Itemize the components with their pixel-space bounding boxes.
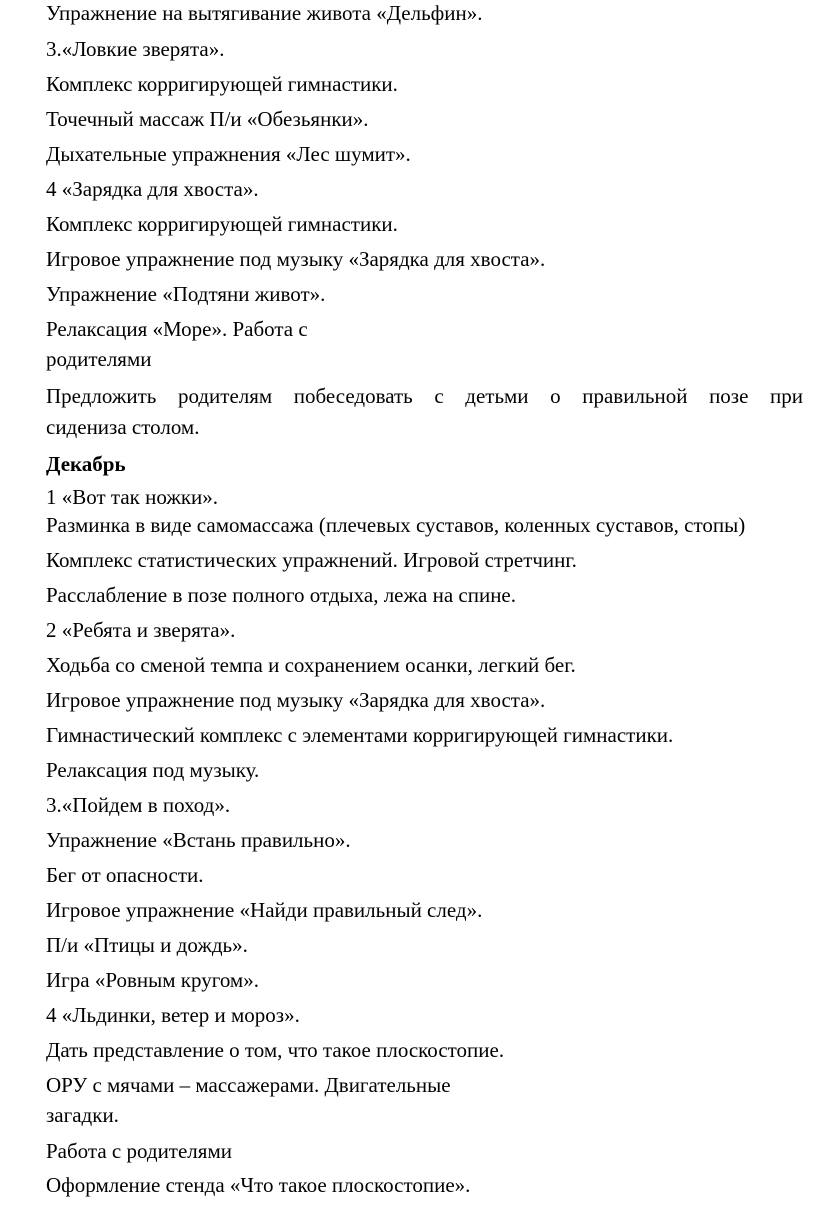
text-line: Бег от опасности. (46, 863, 204, 887)
text-line: Работа с родителями (46, 1139, 232, 1163)
text-line: П/и «Птицы и дождь». (46, 933, 248, 957)
section-heading: 4 «Льдинки, ветер и мороз». (46, 1003, 300, 1027)
text-line: Предложить родителям побеседовать с детьми о правильной позе при (46, 384, 803, 408)
text-line: Разминка в виде самомассажа (плечевых суставов, коленных суставов, стопы) (46, 513, 746, 537)
text-line: Комплекс статистических упражнений. Игровой стретчинг. (46, 548, 577, 572)
text-line: Игра «Ровным кругом». (46, 968, 259, 992)
section-heading: 2 «Ребята и зверята». (46, 618, 236, 642)
text-line: ОРУ с мячами – массажерами. Двигательные (46, 1073, 451, 1097)
text-line: Оформление стенда «Что такое плоскостопие». (46, 1173, 471, 1197)
text-line: Игровое упражнение под музыку «Зарядка для хвоста». (46, 247, 546, 271)
text-line: Игровое упражнение под музыку «Зарядка для хвоста». (46, 688, 546, 712)
text-line: Дать представление о том, что такое плоскостопие. (46, 1038, 505, 1062)
section-heading: 3.«Пойдем в поход». (46, 793, 231, 817)
text-line: Гимнастический комплекс с элементами корригирующей гимнастики. (46, 723, 674, 747)
text-line: Комплекс корригирующей гимнастики. (46, 212, 398, 236)
text-line: Упражнение на вытягивание живота «Дельфин». (46, 1, 483, 25)
text-line: Релаксация под музыку. (46, 758, 260, 782)
text-line: Комплекс корригирующей гимнастики. (46, 72, 398, 96)
text-line: загадки. (46, 1103, 119, 1127)
text-line: родителями (46, 347, 152, 371)
text-line: Игровое упражнение «Найди правильный след». (46, 898, 483, 922)
text-line: Релаксация «Море». Работа с (46, 317, 308, 341)
text-line: Точечный массаж П/и «Обезьянки». (46, 107, 369, 131)
text-line: Дыхательные упражнения «Лес шумит». (46, 142, 411, 166)
text-line: Расслабление в позе полного отдыха, лежа на спине. (46, 583, 516, 607)
section-heading: 1 «Вот так ножки». (46, 485, 219, 509)
text-line: Ходьба со сменой темпа и сохранением осанки, легкий бег. (46, 653, 576, 677)
section-heading: 3.«Ловкие зверята». (46, 37, 225, 61)
text-line: Упражнение «Подтяни живот». (46, 282, 326, 306)
section-heading: 4 «Зарядка для хвоста». (46, 177, 259, 201)
text-line: сидениза столом. (46, 415, 200, 439)
month-heading: Декабрь (46, 452, 126, 476)
text-line: Упражнение «Встань правильно». (46, 828, 351, 852)
